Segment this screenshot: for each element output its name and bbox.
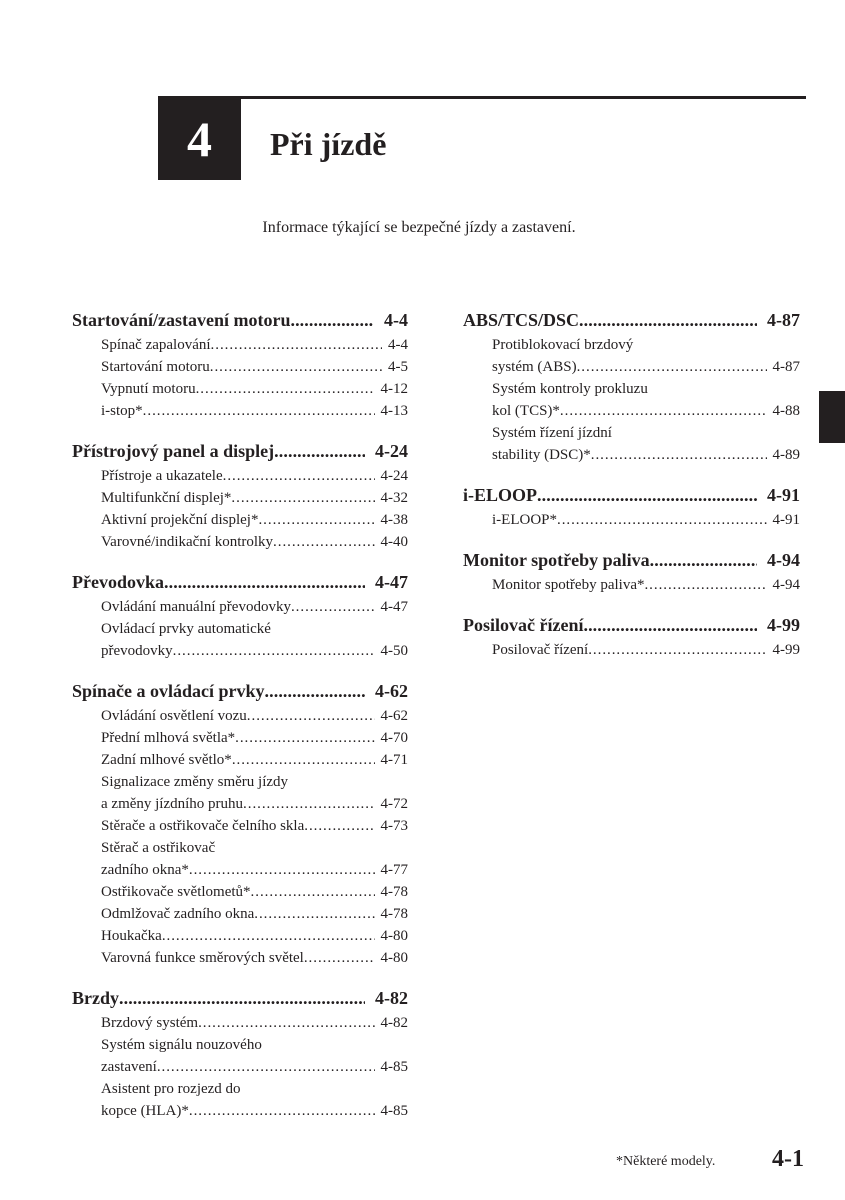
toc-leader-dots	[274, 441, 365, 462]
toc-entry[interactable]	[72, 947, 408, 969]
toc-entry-text: Stěrače a ostřikovače čelního skla	[101, 818, 305, 834]
toc-entry-page: 4-40	[380, 534, 408, 550]
toc-entry-line	[101, 837, 408, 859]
toc-entry-page: 4-32	[380, 490, 408, 506]
toc-entry-text: i-stop*	[101, 403, 143, 419]
toc-section-title: i-ELOOP	[463, 485, 538, 505]
toc-entry-line	[101, 771, 408, 793]
toc-section-page: 4-4	[384, 310, 408, 330]
toc-entry[interactable]	[72, 378, 408, 400]
toc-section-title: Spínače a ovládací prvky	[72, 681, 265, 701]
toc-entry-text: Odmlžovač zadního okna	[101, 906, 255, 922]
toc-section	[463, 550, 800, 596]
toc-entry-line	[101, 749, 408, 771]
toc-leader-dots	[211, 334, 382, 356]
toc-section	[72, 988, 408, 1122]
toc-entry-line	[101, 509, 408, 531]
toc-entry[interactable]	[463, 574, 800, 596]
toc-entry-page: 4-71	[380, 752, 408, 768]
toc-entry[interactable]	[72, 705, 408, 727]
toc-entry-line	[101, 487, 408, 509]
toc-leader-dots	[223, 465, 375, 487]
toc-entry-text: Monitor spotřeby paliva*	[492, 577, 645, 593]
toc-entry-line	[101, 1056, 408, 1078]
toc-entry-page: 4-87	[772, 359, 800, 375]
toc-entry[interactable]	[72, 531, 408, 553]
toc-entry-text: Protiblokovací brzdový	[492, 337, 634, 353]
toc-entry-page: 4-94	[772, 577, 800, 593]
toc-entry-line	[101, 1078, 408, 1100]
toc-leader-dots	[251, 881, 375, 903]
toc-entry-line	[492, 422, 800, 444]
toc-leader-dots	[235, 727, 374, 749]
toc-section-page: 4-91	[767, 485, 800, 505]
toc-entry[interactable]	[72, 1078, 408, 1122]
toc-entry[interactable]	[72, 1012, 408, 1034]
toc-entry[interactable]	[463, 422, 800, 466]
toc-entry-page: 4-78	[380, 884, 408, 900]
toc-entry-page: 4-70	[380, 730, 408, 746]
toc-leader-dots	[588, 639, 766, 661]
toc-entry-page: 4-13	[380, 403, 408, 419]
toc-entry-line	[101, 815, 408, 837]
toc-entry-page: 4-91	[772, 512, 800, 528]
toc-entry-text: Signalizace změny směru jízdy	[101, 774, 289, 790]
toc-entry[interactable]	[72, 771, 408, 815]
toc-entry-page: 4-47	[380, 599, 408, 615]
toc-section-heading[interactable]	[463, 485, 800, 506]
page-number: 4-1	[772, 1146, 804, 1172]
toc-entry-text: Systém řízení jízdní	[492, 425, 612, 441]
toc-entry-text: Varovná funkce směrových světel	[101, 950, 304, 966]
toc-entry-line	[101, 356, 408, 378]
chapter-title: Při jízdě	[270, 126, 387, 162]
toc-entry-page: 4-88	[772, 403, 800, 419]
toc-leader-dots	[189, 859, 375, 881]
toc-section-page: 4-62	[375, 681, 408, 701]
toc-section-title: Brzdy	[72, 988, 119, 1008]
toc-leader-dots	[579, 310, 757, 331]
toc-entry-text: Brzdový systém	[101, 1015, 199, 1031]
toc-entry[interactable]	[72, 815, 408, 837]
toc-section	[463, 615, 800, 661]
toc-entry-text: Zadní mlhové světlo*	[101, 752, 232, 768]
toc-entry-text: Ostřikovače světlometů*	[101, 884, 251, 900]
toc-entry-page: 4-82	[380, 1015, 408, 1031]
toc-entry-line	[101, 705, 408, 727]
toc-entry[interactable]	[72, 749, 408, 771]
toc-section-page: 4-99	[767, 615, 800, 635]
toc-leader-dots	[537, 485, 757, 506]
toc-leader-dots	[304, 815, 374, 837]
toc-entry-text: stability (DSC)*	[492, 447, 591, 463]
toc-entry-text: Ovládání osvětlení vozu	[101, 708, 247, 724]
toc-section	[463, 485, 800, 531]
toc-entry[interactable]	[72, 334, 408, 356]
toc-entry[interactable]	[463, 639, 800, 661]
toc-leader-dots	[243, 793, 374, 815]
toc-section-title: Přístrojový panel a displej	[72, 441, 275, 461]
toc-section-title: Převodovka	[72, 572, 164, 592]
toc-entry[interactable]	[72, 925, 408, 947]
toc-leader-dots	[290, 310, 374, 331]
toc-entry-text: systém (ABS)	[492, 359, 577, 375]
toc-entry-text: zadního okna*	[101, 862, 189, 878]
toc-entry-text: Stěrač a ostřikovač	[101, 840, 216, 856]
toc-section-heading[interactable]	[72, 681, 408, 702]
toc-entry-line	[492, 444, 800, 466]
toc-section-page: 4-94	[767, 550, 800, 570]
toc-entry[interactable]	[72, 356, 408, 378]
toc-entry[interactable]	[72, 837, 408, 881]
toc-entry-text: převodovky	[101, 643, 173, 659]
toc-entry-text: a změny jízdního pruhu	[101, 796, 244, 812]
toc-entry-line	[101, 334, 408, 356]
toc-entry-page: 4-99	[772, 642, 800, 658]
toc-section-heading[interactable]	[463, 310, 800, 331]
toc-entry-text: Ovládání manuální převodovky	[101, 599, 291, 615]
toc-section-title: ABS/TCS/DSC	[463, 310, 580, 330]
toc-entry-text: Spínač zapalování	[101, 337, 211, 353]
toc-leader-dots	[232, 749, 375, 771]
toc-entry-page: 4-80	[380, 928, 408, 944]
toc-entry[interactable]	[463, 509, 800, 531]
chapter-subtitle: Informace týkající se bezpečné jízdy a zastavení.	[262, 219, 576, 236]
toc-entry[interactable]	[463, 334, 800, 378]
chapter-number-box	[158, 99, 241, 180]
toc-entry-line	[492, 400, 800, 422]
toc-leader-dots	[143, 400, 375, 422]
toc-entry-page: 4-62	[380, 708, 408, 724]
toc-leader-dots	[304, 947, 375, 969]
toc-entry-page: 4-50	[380, 643, 408, 659]
toc-entry[interactable]	[463, 378, 800, 422]
toc-entry-line	[101, 925, 408, 947]
toc-entry-line	[101, 947, 408, 969]
toc-entry[interactable]	[72, 618, 408, 662]
toc-entry-page: 4-4	[388, 337, 408, 353]
toc-entry-text: Multifunkční displej*	[101, 490, 232, 506]
toc-leader-dots	[591, 444, 767, 466]
toc-leader-dots	[265, 681, 365, 702]
toc-section-title: Posilovač řízení	[463, 615, 584, 635]
toc-leader-dots	[196, 378, 375, 400]
toc-entry-line	[101, 903, 408, 925]
toc-leader-dots	[231, 487, 374, 509]
toc-entry-line	[101, 400, 408, 422]
toc-leader-dots	[644, 574, 766, 596]
toc-entry-text: Ovládací prvky automatické	[101, 621, 271, 637]
toc-entry-page: 4-5	[388, 359, 408, 375]
toc-entry-text: Startování motoru	[101, 359, 210, 375]
toc-section-heading[interactable]	[72, 441, 408, 462]
toc-section-page: 4-47	[375, 572, 408, 592]
toc-entry-line	[101, 1100, 408, 1122]
toc-entry-text: kol (TCS)*	[492, 403, 560, 419]
toc-section	[72, 441, 408, 553]
toc-section-heading[interactable]	[72, 988, 408, 1009]
toc-section-title: Monitor spotřeby paliva	[463, 550, 650, 570]
toc-entry-line	[101, 1034, 408, 1056]
footnote: *Některé modely.	[616, 1154, 716, 1169]
toc-leader-dots	[162, 925, 375, 947]
toc-entry-line	[492, 356, 800, 378]
toc-entry-page: 4-80	[380, 950, 408, 966]
toc-section-page: 4-82	[375, 988, 408, 1008]
toc-leader-dots	[247, 705, 375, 727]
toc-leader-dots	[258, 509, 374, 531]
toc-entry-text: kopce (HLA)*	[101, 1103, 189, 1119]
toc-entry-text: Systém signálu nouzového	[101, 1037, 262, 1053]
toc-entry-page: 4-72	[380, 796, 408, 812]
toc-entry-text: Přední mlhová světla*	[101, 730, 236, 746]
toc-entry-page: 4-78	[380, 906, 408, 922]
toc-leader-dots	[273, 531, 374, 553]
toc-entry-page: 4-73	[380, 818, 408, 834]
toc-entry-line	[101, 465, 408, 487]
toc-left-column	[72, 310, 408, 1141]
toc-entry[interactable]	[72, 903, 408, 925]
toc-entry[interactable]	[72, 465, 408, 487]
toc-section	[72, 681, 408, 969]
toc-leader-dots	[173, 640, 375, 662]
toc-leader-dots	[164, 572, 365, 593]
toc-entry-page: 4-77	[380, 862, 408, 878]
toc-section-page: 4-24	[375, 441, 408, 461]
toc-section-page: 4-87	[767, 310, 800, 330]
toc-section-heading[interactable]	[463, 550, 800, 571]
toc-entry-line	[101, 859, 408, 881]
toc-entry-line	[101, 727, 408, 749]
toc-entry-line	[101, 531, 408, 553]
toc-entry-page: 4-85	[380, 1059, 408, 1075]
toc-leader-dots	[119, 988, 365, 1009]
toc-leader-dots	[157, 1056, 375, 1078]
toc-section-heading[interactable]	[72, 572, 408, 593]
toc-leader-dots	[583, 615, 757, 636]
toc-leader-dots	[291, 596, 375, 618]
toc-section-heading[interactable]	[463, 615, 800, 636]
toc-entry-line	[492, 509, 800, 531]
toc-entry-page: 4-24	[380, 468, 408, 484]
toc-entry-line	[101, 793, 408, 815]
toc-entry-text: Asistent pro rozjezd do	[101, 1081, 241, 1097]
toc-entry-page: 4-89	[772, 447, 800, 463]
toc-entry-line	[492, 639, 800, 661]
chapter-top-rule	[158, 96, 806, 99]
toc-entry-line	[101, 881, 408, 903]
toc-entry[interactable]	[72, 727, 408, 749]
toc-right-column	[463, 310, 800, 680]
toc-leader-dots	[650, 550, 757, 571]
chapter-thumb-tab	[819, 391, 845, 443]
toc-entry-page: 4-85	[380, 1103, 408, 1119]
toc-leader-dots	[560, 400, 767, 422]
toc-entry-line	[101, 1012, 408, 1034]
toc-entry-line	[101, 378, 408, 400]
toc-leader-dots	[577, 356, 767, 378]
toc-entry[interactable]	[72, 400, 408, 422]
toc-leader-dots	[254, 903, 374, 925]
toc-entry[interactable]	[72, 487, 408, 509]
toc-section-title: Startování/zastavení motoru	[72, 310, 291, 330]
toc-section	[72, 572, 408, 662]
toc-entry[interactable]	[72, 881, 408, 903]
toc-entry-text: Systém kontroly prokluzu	[492, 381, 648, 397]
toc-entry-text: zastavení	[101, 1059, 157, 1075]
toc-section	[463, 310, 800, 466]
toc-entry-text: Aktivní projekční displej*	[101, 512, 259, 528]
toc-entry-page: 4-12	[380, 381, 408, 397]
toc-leader-dots	[198, 1012, 374, 1034]
toc-entry[interactable]	[72, 509, 408, 531]
toc-entry-page: 4-38	[380, 512, 408, 528]
toc-entry-line	[101, 596, 408, 618]
toc-entry-text: Posilovač řízení	[492, 642, 589, 658]
toc-entry[interactable]	[72, 1034, 408, 1078]
toc-entry-line	[492, 334, 800, 356]
toc-entry-text: Vypnutí motoru	[101, 381, 196, 397]
toc-entry-line	[101, 640, 408, 662]
toc-entry-line	[492, 378, 800, 400]
toc-leader-dots	[210, 356, 382, 378]
toc-entry-text: Houkačka	[101, 928, 162, 944]
toc-entry-line	[101, 618, 408, 640]
toc-entry[interactable]	[72, 596, 408, 618]
toc-entry-text: Varovné/indikační kontrolky	[101, 534, 274, 550]
toc-leader-dots	[557, 509, 767, 531]
chapter-number: 4	[187, 111, 212, 167]
toc-entry-text: i-ELOOP*	[492, 512, 557, 528]
toc-entry-text: Přístroje a ukazatele	[101, 468, 223, 484]
toc-section-heading[interactable]	[72, 310, 408, 331]
toc-entry-line	[492, 574, 800, 596]
toc-section	[72, 310, 408, 422]
toc-leader-dots	[189, 1100, 375, 1122]
